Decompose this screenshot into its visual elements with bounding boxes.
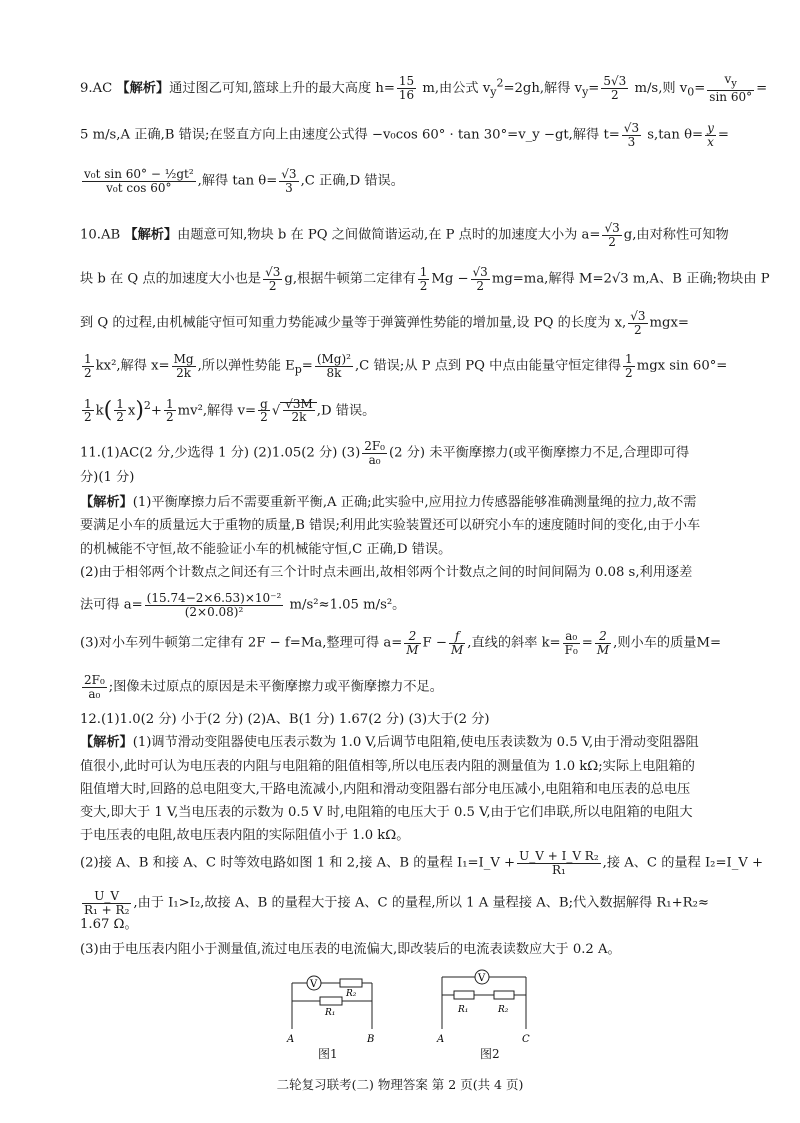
analysis-tag: 【解析】	[116, 80, 170, 96]
q11-text: ;图像未过原点的原因是未平衡摩擦力或平衡摩擦力不足。	[108, 679, 443, 695]
q11-line7	[80, 592, 720, 618]
q12-text: 值很小,此时可认为电压表的内阻与电阻箱的阻值相等,所以电压表内阻的测量值为 1.0 kΩ;实际上电阻箱的	[80, 759, 695, 774]
q11-line8	[80, 630, 720, 656]
q12-line6	[80, 826, 720, 846]
q11-answer: 分)(1 分)	[80, 470, 135, 485]
q10-line4: $\frac{1}{2}$ kx²,解得 x= $\frac{Mg}{2k}$ ,所以弹性势能 $E_p=$ $\frac{\text{(Mg)²}}{8k}$ ,C 错误;从 P 点到 PQ 中点由能量守恒定律得 $\frac{1}{2}$ mgx sin 60°=	[84, 352, 728, 380]
fraction: $\frac{Mg}{2k}$	[173, 352, 194, 380]
q9-text: m/s,则 v	[630, 80, 688, 96]
q10-text: 由题意可知,物块 b 在 PQ 之间做简谐运动,在 P 点时的加速度大小为 a=	[177, 227, 601, 243]
q10-text: mgx=	[649, 315, 689, 331]
q12-line10	[80, 940, 720, 960]
q12-answer: 12.(1)1.0(2 分) 小于(2 分) (2)A、B(1 分) 1.67(2 分) (3)大于(2 分)	[80, 712, 490, 727]
fraction: $\frac{√3M}{2k}$	[285, 396, 313, 425]
q9-text: =2gh,解得 v	[503, 80, 583, 96]
figure-2-caption: 图2	[480, 1047, 500, 1061]
q10-line5: $\frac{1}{2}$ k( $\frac{1}{2}$ x)$^2$+ $\frac{1}{2}$ mv²,解得 v= $\frac{g}{2}$ √ $\frac{√3M}{2k}$ ,D 错误。	[84, 396, 376, 425]
terminal-a: A	[437, 1034, 445, 1045]
q12-text: (3)由于电压表内阻小于测量值,流过电压表的电流偏大,即改装后的电流表读数应大于 0.2 A。	[80, 942, 621, 957]
q12-line1	[80, 710, 720, 730]
q10-line2: 块 b 在 Q 点的加速度大小也是 $\frac{√3}{2}$ g,根据牛顿第二定律有 $\frac{1}{2}$ Mg − $\frac{√3}{2}$ mg=ma,解得 M=2√3 m,A、B 正确;物块由 P	[80, 265, 770, 293]
analysis-tag: 【解析】	[80, 495, 133, 510]
page-footer: 二轮复习联考(二) 物理答案 第 2 页(共 4 页)	[276, 1077, 524, 1092]
r1-label: R₁	[325, 1008, 336, 1018]
fraction: $\frac{g}{2}$	[260, 396, 268, 425]
q11-line4	[80, 516, 720, 536]
fraction: $\frac{\text{2F₀}}{\text{a₀}}$	[364, 439, 385, 467]
fraction: $\frac{v_y}{\sin 60^\circ}$	[709, 72, 753, 104]
q10-text: 到 Q 的过程,由机械能守恒可知重力势能减少量等于弹簧弹性势能的增加量,设 PQ 的长度为 x,	[80, 315, 627, 331]
fraction: $\frac{\text{U\_V + I\_V R₂}}{\text{R₁}}$	[519, 849, 599, 877]
analysis-tag: 【解析】	[80, 735, 133, 750]
q12-text: (1)调节滑动变阻器使电压表示数为 1.0 V,后调节电阻箱,使电压表读数为 0.5 V,由于滑动变阻器阻	[132, 735, 699, 750]
fraction: $\frac{√3}{2}$	[472, 265, 488, 293]
q9-text: 通过图乙可知,篮球上升的最大高度 h=	[169, 80, 395, 96]
q10-text: ,所以弹性势能 E	[197, 358, 295, 374]
q10-text: g,由对称性可知物	[623, 227, 729, 243]
r2-label: R₂	[346, 989, 357, 999]
q11-answer: (2 分) 未平衡摩擦力(或平衡摩擦力不足,合理即可得	[389, 445, 690, 461]
q9-line2: 5 m/s,A 正确,B 错误;在竖直方向上由速度公式得 −v₀cos 60° · tan 30°=v_y −gt,解得 t= $\frac{√3}{3}$ s,tan θ= $\frac{y}{x}$ =	[80, 121, 729, 149]
q9-text: ,解得 tan θ=	[197, 173, 278, 189]
fraction: $\frac{2}{M}$	[596, 629, 610, 657]
q11-answer: 11.(1)AC(2 分,少选得 1 分) (2)1.05(2 分) (3)	[80, 445, 361, 461]
fraction: $\frac{\text{v₀t sin 60° − ½gt²}}{\text{v₀t cos 60°}}$	[84, 167, 194, 195]
q11-line1	[80, 440, 720, 466]
q12-text: 变大,即大于 1 V,当电压表的示数为 0.5 V 时,电阻箱的电压大于 0.5 V,由于它们串联,所以电阻箱的电阻大	[80, 805, 693, 820]
q11-text: =	[581, 635, 593, 651]
q10-line1	[80, 221, 729, 249]
q9-answer: 9.AC	[80, 80, 117, 96]
q10-text: 块 b 在 Q 点的加速度大小也是	[80, 271, 262, 287]
q12-line7	[80, 849, 764, 877]
q12-line3	[80, 757, 720, 777]
fraction: $\frac{2}{M}$	[406, 629, 419, 657]
q11-line3	[80, 493, 720, 513]
q10-text: ,C 错误;从 P 点到 PQ 中点由能量守恒定律得	[354, 358, 622, 374]
q12-text: 阻值增大时,回路的总电阻变大,干路电流减小,内阻和滑动变阻器右部分电压减小,电阻箱和电压表的总电压	[80, 782, 691, 797]
q10-text: g,根据牛顿第二定律有	[284, 271, 416, 287]
q11-text: 法可得 a=	[80, 597, 143, 613]
voltmeter-label: V	[478, 973, 486, 984]
r2-label: R₂	[498, 1005, 509, 1015]
q11-text: F −	[422, 635, 447, 651]
q12-line2	[80, 733, 720, 753]
q9-line1: 9.AC 【解析】通过图乙可知,篮球上升的最大高度 h= $\frac{15}{16}$ m,由公式 $v_y^2=2gh$,解得 $v_y=$ $\frac{5√3}{2}$ m/s,则 $v_0=$ $\frac{v_y}{\sin 60^\circ}$ =	[80, 72, 768, 104]
q10-text: k	[95, 403, 104, 419]
q11-text: m/s²≈1.05 m/s²。	[285, 597, 406, 613]
figure-1-caption: 图1	[318, 1047, 338, 1061]
q10-text: kx²,解得 x=	[95, 358, 170, 374]
q10-text: mgx sin 60°=	[636, 358, 728, 374]
q11-text: (2)由于相邻两个计数点之间还有三个计时点未画出,故相邻两个计数点之间的时间间隔为 0.08 s,利用逐差	[80, 565, 693, 580]
q10-text: mv²,解得 v=	[177, 403, 257, 419]
q12-text: ,由于 I₁>I₂,故接 A、B 的量程大于接 A、C 的量程,所以 1 A 量程接 A、B;代入数据解得 R₁+R₂≈	[133, 895, 709, 911]
fraction: $\frac{√3}{2}$	[604, 221, 620, 249]
q10-text: +	[150, 403, 162, 419]
q12-line9	[80, 915, 720, 935]
q11-line2	[80, 468, 720, 488]
q11-text: (1)平衡摩擦力后不需要重新平衡,A 正确;此实验中,应用拉力传感器能够准确测量绳的拉力,故不需	[132, 495, 697, 510]
q10-text: Mg −	[431, 271, 469, 287]
q12-line4	[80, 780, 720, 800]
analysis-tag: 【解析】	[124, 227, 178, 243]
q11-text: (3)对小车列牛顿第二定律有 2F − f=Ma,整理可得 a=	[80, 635, 403, 651]
q11-line5	[80, 540, 720, 560]
fraction: $\frac{f}{M}$	[450, 629, 464, 657]
q12-line5	[80, 803, 720, 823]
terminal-b: B	[367, 1034, 375, 1045]
terminal-c: C	[522, 1034, 530, 1045]
fraction: $\frac{15}{16}$	[398, 74, 415, 102]
terminal-a: A	[287, 1034, 295, 1045]
q12-text: ,接 A、C 的量程 I₂=I_V +	[602, 855, 764, 871]
q11-line9	[80, 674, 720, 700]
q11-line6	[80, 563, 720, 583]
fraction: $\frac{√3}{3}$	[623, 121, 640, 149]
q10-text: ,D 错误。	[316, 403, 376, 419]
fraction: $\frac{\text{(15.74−2×6.53)×10⁻²}}{\text{(2×0.08)²}}$	[146, 591, 282, 619]
q9-text: 5 m/s,A 正确,B 错误;在竖直方向上由速度公式得 −v₀cos 60° · tan 30°=v_y −gt,解得 t=	[80, 127, 620, 143]
fraction: $\frac{U\_V}{\text{R₁ + R₂}}$	[84, 889, 130, 917]
q10-answer: 10.AB	[80, 227, 125, 243]
circuit-figure-1	[280, 965, 390, 1045]
fraction: $\frac{√3}{2}$	[265, 265, 281, 293]
q10-line3	[80, 310, 720, 336]
q11-text: 的机械能不守恒,故不能验证小车的机械能守恒,C 正确,D 错误。	[80, 542, 452, 557]
r1-label: R₁	[458, 1005, 469, 1015]
fraction: $\frac{y}{x}$	[707, 121, 714, 149]
fraction: $\frac{\text{2F₀}}{\text{a₀}}$	[84, 673, 105, 701]
fraction: $\frac{5√3}{2}$	[603, 74, 627, 102]
q9-line3	[80, 168, 720, 194]
q9-text: s,tan θ=	[643, 127, 704, 143]
fraction: $\frac{√3}{2}$	[630, 309, 646, 337]
fraction: $\frac{\text{(Mg)²}}{8k}$	[316, 352, 351, 380]
q12-text: 1.67 Ω。	[80, 917, 138, 932]
q11-text: ,直线的斜率 k=	[467, 635, 561, 651]
q9-text: ,C 正确,D 错误。	[300, 173, 404, 189]
fraction: $\frac{\text{a₀}}{\text{F₀}}$	[564, 629, 578, 657]
voltmeter-label: V	[310, 979, 318, 990]
q11-text: ,则小车的质量M=	[613, 635, 721, 651]
q9-text: m,由公式 v	[418, 80, 491, 96]
q12-line8	[80, 890, 720, 916]
fraction: $\frac{√3}{3}$	[281, 167, 297, 195]
circuit-figure-2	[430, 965, 540, 1045]
q12-text: (2)接 A、B 和接 A、C 时等效电路如图 1 和 2,接 A、B 的量程 I₁=I_V +	[80, 855, 516, 871]
q11-text: 要满足小车的质量远大于重物的质量,B 错误;利用此实验装置还可以研究小车的速度随时间的变化,由于小车	[80, 518, 701, 533]
q12-text: 于电压表的电阻,故电压表内阻的实际阻值小于 1.0 kΩ。	[80, 828, 410, 843]
q10-text: mg=ma,解得 M=2√3 m,A、B 正确;物块由 P	[491, 271, 770, 287]
